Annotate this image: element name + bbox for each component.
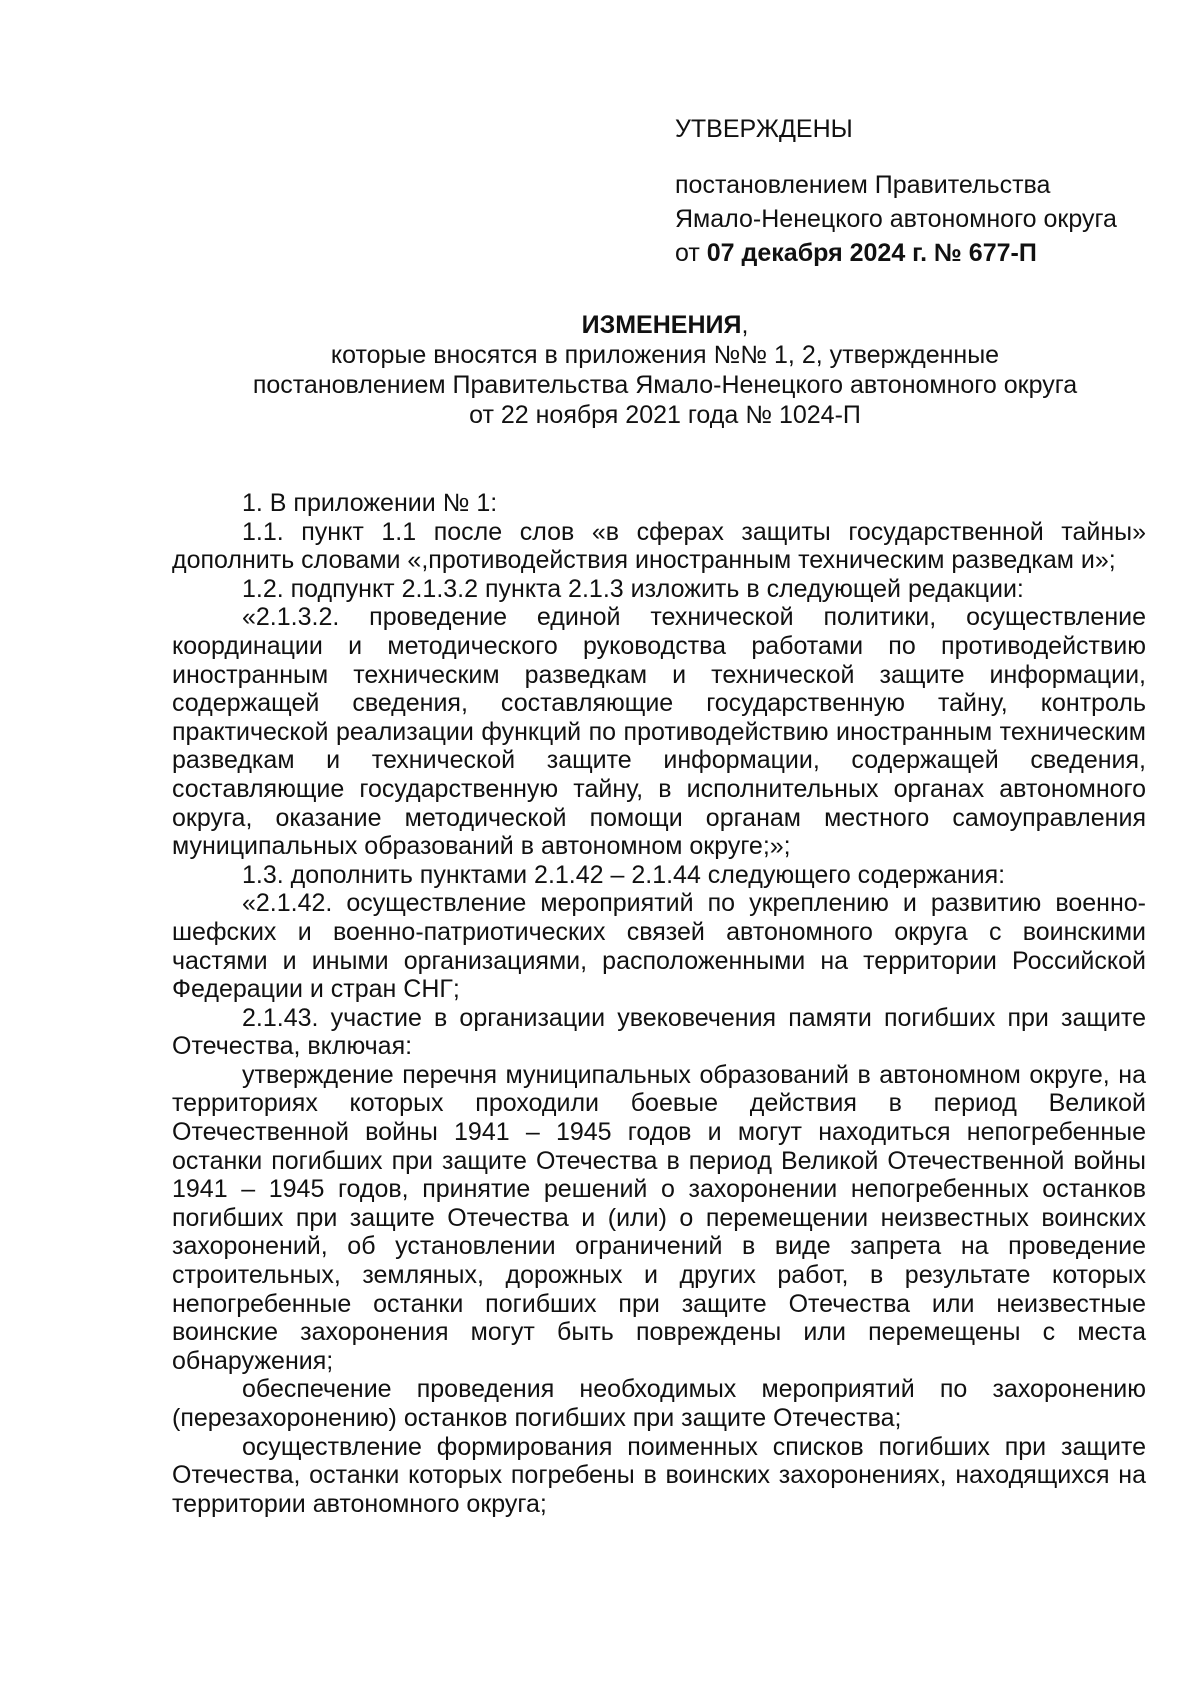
approval-date-number: 07 декабря 2024 г. № 677-П [706, 239, 1037, 267]
paragraph-1-1: 1.1. пункт 1.1 после слов «в сферах защиты государственной тайны» дополнить словами «,противодействия иностранным техническим разведкам и»; [172, 517, 1146, 575]
title-line-2: постановлением Правительства Ямало-Ненецкого автономного округа [252, 371, 1078, 399]
paragraph-approval-list: утверждение перечня муниципальных образований в автономном округе, на территориях которых проходили боевые действия в период Великой Отечественной войны 1941 – 1945 годов и могут находиться непогребенные останки погибших при защите Отечества в период Великой Отечественной войны 1941 – 1945 годов, принятие решений о захоронении непогребенных останков погибших при защите Отечества и (или) о перемещении неизвестных воинских захоронений, об установлении ограничений в виде запрета на проведение строительных, земляных, дорожных и других работ, в результате которых непогребенные останки погибших при защите Отечества или неизвестные воинские захоронения могут быть повреждены или перемещены с места обнаружения; [172, 1060, 1146, 1375]
paragraph-2-1-42: «2.1.42. осуществление мероприятий по укреплению и развитию военно-шефских и военно-патриотических связей автономного округа с воинскими частями и иными организациями, расположенными на территории Российской Федерации и стран СНГ; [172, 889, 1146, 1004]
title-main-line [170, 310, 1160, 340]
document-title [170, 310, 1160, 430]
paragraph-name-lists: осуществление формирования поименных списков погибших при защите Отечества, останки которых погребены в воинских захоронениях, находящихся на территории автономного округа; [172, 1432, 1146, 1518]
approval-line-2: Ямало-Ненецкого автономного округа [675, 205, 1117, 233]
title-line-3: от 22 ноября 2021 года № 1024-П [469, 401, 861, 429]
paragraph-2-1-3-2: «2.1.3.2. проведение единой технической политики, осуществление координации и методического руководства работами по противодействию иностранным техническим разведкам и технической защите информации, содержащей сведения, составляющие государственную тайну, контроль практической реализации функций по противодействию иностранным техническим разведкам и технической защите информации, содержащей сведения, составляющие государственную тайну, в исполнительных органах автономного округа, оказание методической помощи органам местного самоуправления муниципальных образований в автономном округе;»; [172, 603, 1146, 861]
title-main: ИЗМЕНЕНИЯ [581, 311, 742, 339]
paragraph-1-2: 1.2. подпункт 2.1.3.2 пункта 2.1.3 изложить в следующей редакции: [242, 574, 1024, 603]
approval-date-prefix: от [675, 239, 707, 267]
document-body [172, 489, 1146, 1518]
title-line-1: которые вносятся в приложения №№ 1, 2, утвержденные [330, 341, 1000, 369]
paragraph-2-1-43: 2.1.43. участие в организации увековечения памяти погибших при защите Отечества, включая: [172, 1003, 1146, 1061]
approval-heading: УТВЕРЖДЕНЫ [675, 115, 853, 143]
title-comma: , [741, 311, 749, 339]
approval-stamp [675, 112, 1155, 270]
approval-line-3 [675, 236, 1155, 270]
paragraph-1: 1. В приложении № 1: [242, 489, 498, 517]
approval-line-1: постановлением Правительства [675, 171, 1051, 199]
paragraph-1-3: 1.3. дополнить пунктами 2.1.42 – 2.1.44 следующего содержания: [242, 860, 1006, 889]
paragraph-reburial: обеспечение проведения необходимых мероприятий по захоронению (перезахоронению) останков погибших при защите Отечества; [172, 1375, 1146, 1432]
